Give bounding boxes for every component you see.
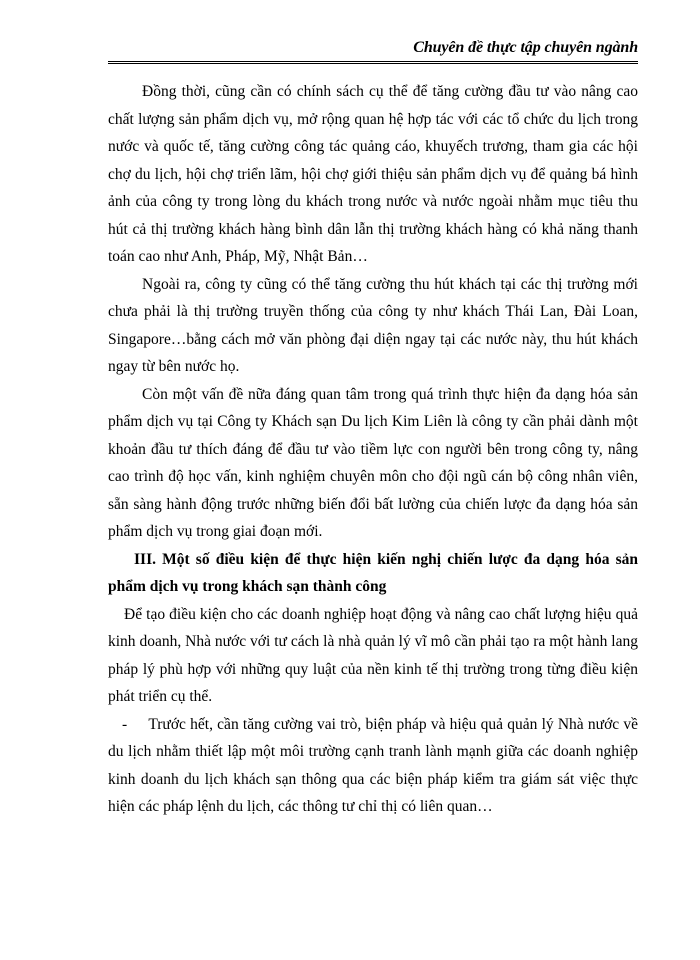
section-heading: III. Một số điều kiện để thực hiện kiến nghị chiến lược đa dạng hóa sản phẩm dịch vụ trong khách sạn thành công [108, 550, 638, 595]
bullet-text: Trước hết, cần tăng cường vai trò, biện pháp và hiệu quả quản lý Nhà nước về du lịch nhằm thiết lập một môi trường cạnh tranh lành mạnh giữa các doanh nghiệp kinh doanh du lịch khách sạn thông qua các biện pháp kiểm tra giám sát việc thực hiện các pháp lệnh du lịch, các thông tư chỉ thị có liên quan… [108, 715, 639, 815]
paragraph-3: Còn một vấn đề nữa đáng quan tâm trong quá trình thực hiện đa dạng hóa sản phẩm dịch vụ tại Công ty Khách sạn Du lịch Kim Liên là công ty cần phải dành một khoản đầu tư thích đáng để đầu tư vào tiềm lực con người bên trong công ty, nâng cao trình độ học vấn, kinh nghiệm chuyên môn cho đội ngũ cán bộ công nhân viên, sẵn sàng hành động trước những biến đổi bất lường của chiến lược đa dạng hóa sản phẩm dịch vụ trong giai đoạn mới. [108, 385, 638, 540]
running-header [108, 36, 638, 64]
header-title: Chuyên đề thực tập chuyên ngành [413, 39, 638, 56]
paragraph-1: Đồng thời, cũng cần có chính sách cụ thể để tăng cường đầu tư vào nâng cao chất lượng sản phẩm dịch vụ, mở rộng quan hệ hợp tác với các tổ chức du lịch trong nước và quốc tế, tăng cường công tác quảng cáo, khuyếch trương, tham gia các hội chợ du lịch, hội chợ triển lãm, hội chợ giới thiệu sản phẩm dịch vụ để quảng bá hình ảnh của công ty trong lòng du khách trong nước và nước ngoài nhằm mục tiêu thu hút cả thị trường khách hàng bình dân lẫn thị trường khách hàng có khả năng thanh toán cao như Anh, Pháp, Mỹ, Nhật Bản… [108, 83, 638, 265]
paragraph-2: Ngoài ra, công ty cũng có thể tăng cường thu hút khách tại các thị trường mới chưa phải là thị trường truyền thống của công ty như khách Thái Lan, Đài Loan, Singapore…bằng cách mở văn phòng đại diện ngay tại các nước này, thu hút khách ngay từ bên nước họ. [108, 275, 638, 375]
bullet-marker: - [122, 715, 128, 733]
section-paragraph: Để tạo điều kiện cho các doanh nghiệp hoạt động và nâng cao chất lượng hiệu quả kinh doanh, Nhà nước với tư cách là nhà quản lý vĩ mô cần phải tạo ra một hành lang pháp lý phù hợp với những quy luật của nền kinh tế thị trường trong từng điều kiện phát triển cụ thể. [108, 605, 638, 705]
bullet-item [108, 711, 638, 821]
document-body [108, 78, 638, 821]
